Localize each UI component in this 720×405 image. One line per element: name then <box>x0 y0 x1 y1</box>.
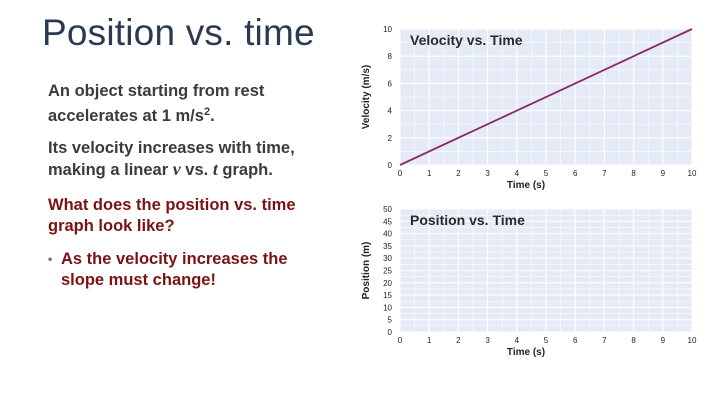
chart1-x-tick-label: 7 <box>602 336 607 345</box>
chart0-x-tick-label: 0 <box>397 169 403 178</box>
position-time-chart <box>355 205 700 375</box>
chart1-y-tick-label: 10 <box>383 303 392 313</box>
chart1-y-tick-label: 20 <box>383 278 392 288</box>
bullet-item <box>48 249 328 291</box>
chart1-x-axis-label: Time (s) <box>506 347 546 358</box>
chart0-title: Velocity vs. Time <box>410 32 523 48</box>
chart1-x-tick-label: 0 <box>397 336 403 345</box>
chart0-x-tick-label: 8 <box>631 169 636 178</box>
chart1-x-tick-label: 1 <box>426 336 432 345</box>
chart0-x-tick-label: 3 <box>485 169 490 178</box>
chart1-y-tick-label: 0 <box>387 328 392 337</box>
bullet-text: As the velocity increases the slope must change! <box>61 250 288 289</box>
chart1-x-tick-label: 9 <box>660 336 666 345</box>
slide-title: Position vs. time <box>42 12 315 53</box>
chart1-x-tick-label: 6 <box>572 336 578 345</box>
chart0-x-tick-label: 1 <box>426 169 432 178</box>
chart1-y-tick-label: 40 <box>383 229 392 239</box>
p1-end: . <box>210 107 215 125</box>
chart0-x-tick-label: 9 <box>660 169 666 178</box>
chart1-x-tick-label: 10 <box>687 336 697 345</box>
chart1-title: Position vs. Time <box>410 212 525 228</box>
p1-text: An object starting from rest accelerates at 1 m/s <box>48 82 265 125</box>
chart0-x-axis-label: Time (s) <box>506 180 546 191</box>
chart1-x-tick-label: 3 <box>485 336 490 345</box>
chart0-x-tick-label: 6 <box>572 169 578 178</box>
chart1-x-tick-label: 2 <box>456 336 461 345</box>
chart1-x-tick-label: 8 <box>631 336 636 345</box>
velocity-time-chart <box>355 20 700 192</box>
chart0-y-tick-label: 2 <box>387 133 392 143</box>
p2-part-c: graph. <box>217 161 273 179</box>
chart0-x-tick-label: 2 <box>456 169 461 178</box>
chart1-y-axis-label: Position (m) <box>361 241 372 300</box>
p2-var-t: t <box>212 159 218 179</box>
chart1-y-tick-label: 50 <box>383 205 392 214</box>
chart1-y-tick-label: 45 <box>383 217 392 227</box>
chart1-x-tick-label: 4 <box>514 336 520 345</box>
p2-part-b: vs. <box>180 161 213 179</box>
chart0-x-tick-label: 10 <box>687 169 697 178</box>
chart0-x-tick-label: 7 <box>602 169 607 178</box>
p1-superscript: 2 <box>203 106 211 118</box>
chart0-y-tick-label: 6 <box>387 79 392 89</box>
chart0-y-tick-label: 10 <box>383 25 392 34</box>
chart1-y-tick-label: 35 <box>383 241 392 251</box>
chart1-x-tick-label: 5 <box>543 336 549 345</box>
chart0-y-tick-label: 8 <box>387 52 392 62</box>
chart0-y-tick-label: 4 <box>387 106 392 116</box>
chart0-x-tick-label: 5 <box>543 169 549 178</box>
chart1-y-tick-label: 25 <box>383 266 392 276</box>
chart0-y-axis-label: Velocity (m/s) <box>361 64 372 130</box>
paragraph-acceleration <box>48 81 328 127</box>
chart0-x-tick-label: 4 <box>514 169 520 178</box>
chart0-y-tick-label: 0 <box>387 161 392 170</box>
chart1-y-tick-label: 5 <box>387 315 392 325</box>
p2-part-a: Its velocity increases with time, making a linear <box>48 139 295 179</box>
paragraph-velocity <box>48 138 338 181</box>
paragraph-question: What does the position vs. time graph look like? <box>48 196 296 235</box>
p2-var-v: v <box>172 159 181 179</box>
chart1-y-tick-label: 30 <box>383 254 392 264</box>
bullet-dot-icon: • <box>48 252 53 266</box>
chart1-y-tick-label: 15 <box>383 291 392 301</box>
